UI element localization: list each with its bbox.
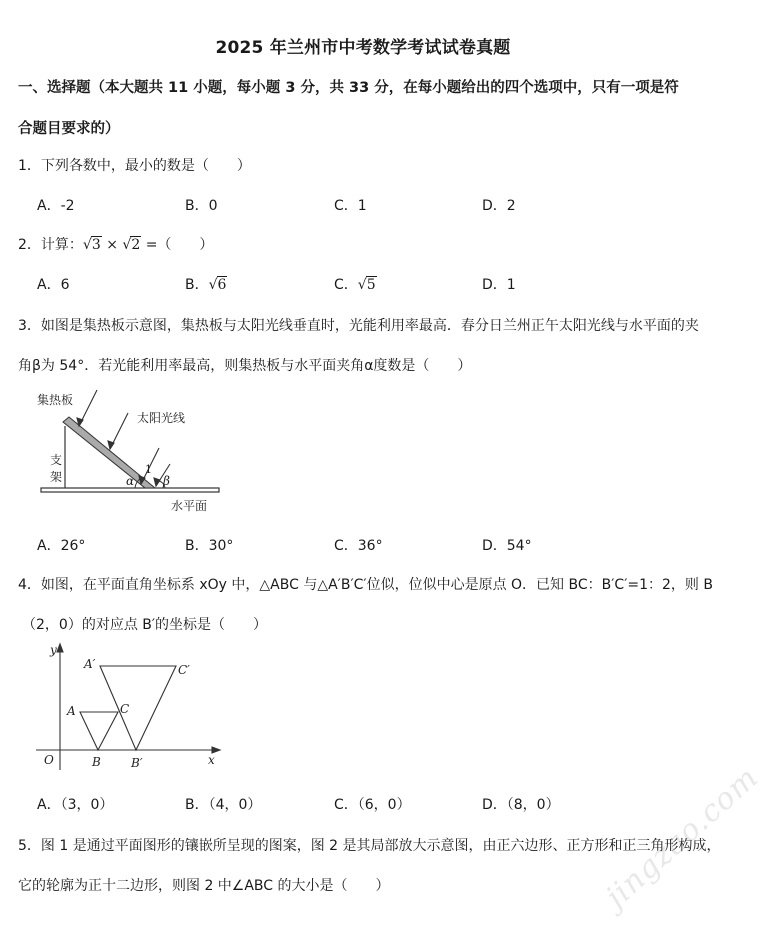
q1-option-b: B．0 [185, 198, 218, 214]
q2-option-a: A．6 [37, 277, 70, 293]
q1-option-c: C．1 [334, 198, 367, 214]
label-angle-1: 1 [145, 463, 152, 476]
triangle-A2B2C2 [100, 666, 176, 750]
q4-option-d: D．（8，0） [482, 797, 560, 813]
label-beta: β [163, 474, 170, 488]
q3-stem-line2: 角β为 54°．若光能利用率最高，则集热板与水平面夹角α度数是（ ） [18, 358, 472, 374]
q5-stem-line2: 它的轮廓为正十二边形，则图 2 中∠ABC 的大小是（ ） [18, 878, 390, 894]
q1-option-d: D．2 [482, 198, 516, 214]
label-horizontal-plane: 水平面 [171, 499, 208, 513]
section-heading-line2: 合题目要求的） [18, 121, 120, 137]
q2-times-sign: × [106, 237, 118, 253]
q2-option-b: B．√6 [185, 277, 227, 293]
q2-option-c: C．√5 [334, 277, 376, 293]
q3-option-c: C．36° [334, 538, 383, 554]
label-B-prime: B′ [131, 756, 143, 770]
q1-option-a: A．‑2 [37, 198, 75, 214]
label-support-1: 支 [50, 453, 63, 467]
q3-figure-solar-panel [35, 388, 235, 520]
q2-stem-suffix: =（ ） [145, 237, 214, 253]
q4-option-c: C．（6，0） [334, 797, 411, 813]
ground-plane [41, 488, 219, 492]
q4-stem-line2: （2，0）的对应点 B′的坐标是（ ） [22, 617, 268, 633]
q3-option-b: B．30° [185, 538, 234, 554]
q4-option-a: A．（3，0） [37, 797, 114, 813]
label-C-prime: C′ [178, 663, 190, 677]
exam-title: 2025 年兰州市中考数学考试试卷真题 [215, 38, 511, 58]
watermark: jingzao.com [599, 760, 766, 915]
label-x: x [208, 753, 215, 767]
q4-option-b: B．（4，0） [185, 797, 262, 813]
q2-stem-prefix: 2．计算： [18, 237, 83, 253]
triangle-ABC [80, 712, 118, 750]
label-y: y [50, 643, 57, 657]
label-A-prime: A′ [84, 657, 96, 671]
label-collector-board: 集热板 [37, 393, 74, 407]
label-B: B [92, 755, 101, 769]
q3-option-a: A．26° [37, 538, 86, 554]
q1-stem: 1．下列各数中，最小的数是（ ） [18, 158, 251, 174]
label-A: A [67, 704, 76, 718]
label-C: C [120, 702, 130, 716]
q3-stem-line1: 3．如图是集热板示意图，集热板与太阳光线垂直时，光能利用率最高．春分日兰州正午太阳光线与水平面的夹 [18, 318, 699, 334]
q2-option-d: D．1 [482, 277, 516, 293]
q2-stem [18, 234, 718, 254]
label-origin: O [44, 753, 54, 767]
label-support-2: 架 [50, 470, 63, 484]
q2-sqrt-b: √2 [122, 237, 141, 253]
q2-sqrt-a: √3 [82, 237, 101, 253]
label-sunlight: 太阳光线 [137, 411, 186, 425]
q3-option-d: D．54° [482, 538, 532, 554]
section-heading-line1: 一、选择题（本大题共 11 小题，每小题 3 分，共 33 分，在每小题给出的四个选项中，只有一项是符 [18, 80, 679, 96]
label-alpha: α [126, 474, 135, 488]
q4-figure-coordinate-plane [30, 640, 230, 776]
q5-stem-line1: 5．图 1 是通过平面图形的镶嵌所呈现的图案，图 2 是其局部放大示意图，由正六边形、正方形和正三角形构成， [18, 838, 721, 854]
q4-stem-line1: 4．如图，在平面直角坐标系 xOy 中，△ABC 与△A′B′C′位似，位似中心是原点 O．已知 BC：B′C′=1：2，则 B [18, 577, 713, 593]
